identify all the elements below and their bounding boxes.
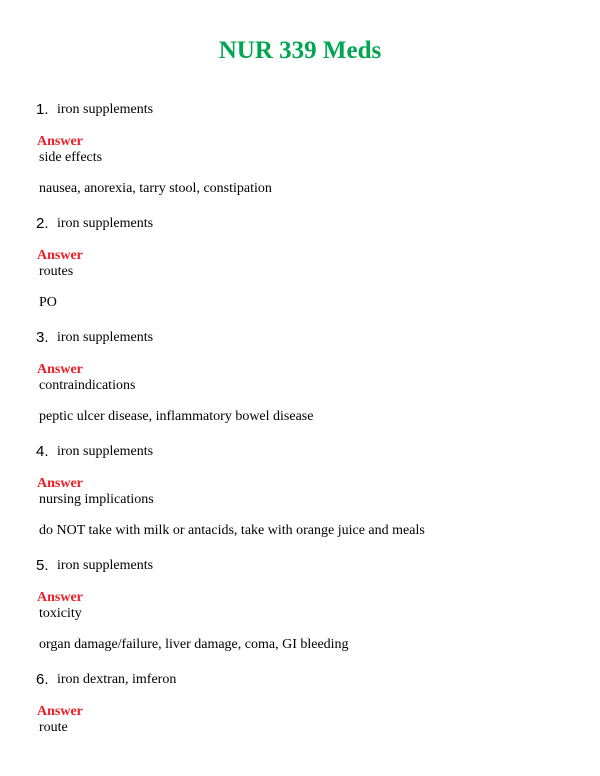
answer-term: nursing implications <box>39 492 154 507</box>
answer-label: Answer <box>37 476 83 491</box>
question-number: 1. <box>36 101 49 118</box>
answer-term: contraindications <box>39 378 136 393</box>
answer-label: Answer <box>37 590 83 605</box>
answer-label: Answer <box>37 362 83 377</box>
answer-definition: PO <box>39 295 57 310</box>
question-prompt: iron supplements <box>57 102 154 117</box>
question-prompt: iron supplements <box>57 216 154 231</box>
question-prompt: iron supplements <box>57 330 154 345</box>
answer-definition: nausea, anorexia, tarry stool, constipation <box>39 181 272 196</box>
question-number: 2. <box>36 215 49 232</box>
document-title: NUR 339 Meds <box>218 37 382 64</box>
answer-term: routes <box>39 264 74 279</box>
answer-term: toxicity <box>39 606 82 621</box>
answer-definition: organ damage/failure, liver damage, coma, GI bleeding <box>39 637 349 652</box>
question-number: 6. <box>36 671 49 688</box>
answer-definition: do NOT take with milk or antacids, take with orange juice and meals <box>39 523 425 538</box>
question-prompt: iron dextran, imferon <box>57 672 177 687</box>
question-number: 5. <box>36 557 49 574</box>
answer-term: side effects <box>39 150 103 165</box>
answer-label: Answer <box>37 248 83 263</box>
question-number: 3. <box>36 329 49 346</box>
question-number: 4. <box>36 443 49 460</box>
answer-label: Answer <box>37 134 83 149</box>
answer-definition: peptic ulcer disease, inflammatory bowel disease <box>39 409 314 424</box>
answer-term: route <box>39 720 68 735</box>
question-prompt: iron supplements <box>57 444 154 459</box>
question-prompt: iron supplements <box>57 558 154 573</box>
answer-label: Answer <box>37 704 83 719</box>
